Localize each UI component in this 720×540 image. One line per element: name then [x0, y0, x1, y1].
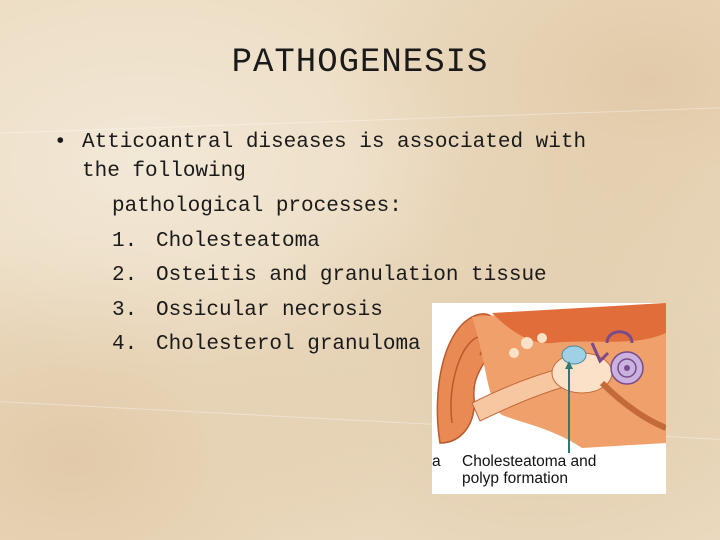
list-item-text: Cholesteatoma — [156, 229, 320, 253]
list-item-number: 1. — [112, 229, 138, 253]
list-item-number: 2. — [112, 264, 138, 287]
figure-caption-line-2: polyp formation — [462, 470, 568, 487]
intro-line-3: pathological processes: — [112, 195, 402, 218]
list-item-text: Cholesterol granuloma — [156, 333, 421, 356]
figure-cropped-label: a — [432, 453, 441, 470]
intro-line-1: Atticoantral diseases is associated with — [82, 131, 587, 154]
list-item-text: Ossicular necrosis — [156, 298, 383, 322]
slide-title: PATHOGENESIS — [231, 44, 489, 82]
bullet-icon: • — [54, 131, 67, 154]
figure-caption — [462, 453, 596, 487]
list-item-text: Osteitis and granulation tissue — [156, 264, 547, 287]
ear-anatomy-figure — [432, 303, 666, 494]
bullet-intro — [56, 128, 676, 186]
figure-caption-line-1: Cholesteatoma and — [462, 453, 597, 470]
intro-line-2: the following — [82, 160, 246, 183]
list-item — [112, 227, 676, 262]
list-item-number: 4. — [112, 333, 138, 356]
list-item-number: 3. — [112, 298, 138, 322]
list-item — [112, 261, 676, 296]
